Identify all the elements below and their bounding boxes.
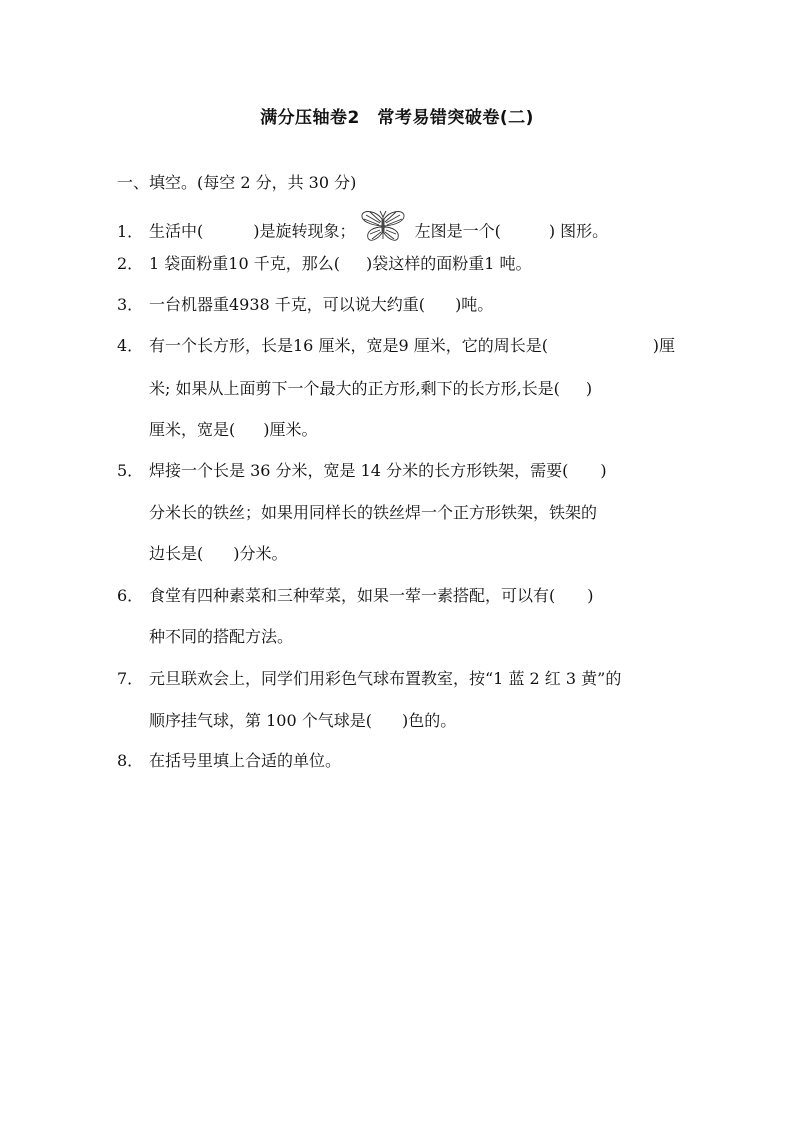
question-text: 一台机器重4938 千克，可以说大约重( [149, 295, 426, 314]
answer-blank[interactable] [585, 336, 615, 356]
question-text: 分米长的铁丝；如果用同样长的铁丝焊一个正方形铁架，铁架的 [149, 503, 598, 522]
question-text: 米; 如果从上面剪下一个最大的正方形,剩下的长方形,长是( [149, 379, 560, 398]
section-heading: 一、填空。(每空 2 分，共 30 分) [117, 173, 357, 192]
question-text: )袋这样的面粉重1 吨。 [365, 254, 532, 273]
question-number: 4． [117, 336, 144, 355]
question-number: 2． [117, 254, 144, 273]
question-5 [117, 461, 607, 481]
question-text: ) 图形。 [548, 221, 609, 241]
question-3 [117, 295, 493, 315]
question-5-line-2 [149, 503, 597, 523]
question-text: 焊接一个长是 36 分米，宽是 14 分米的长方形铁架，需要( [149, 461, 569, 480]
butterfly-icon [360, 209, 406, 245]
question-text: 1 袋面粉重10 千克，那么( [149, 254, 340, 273]
question-text: 边长是( [149, 544, 204, 563]
question-6 [117, 586, 594, 606]
question-text: ) [600, 461, 607, 480]
question-4 [117, 336, 675, 356]
question-1 [117, 219, 608, 245]
question-7 [117, 669, 621, 689]
question-text: )分米。 [233, 544, 288, 563]
question-6-line-2 [149, 627, 293, 647]
question-text: ) [585, 379, 593, 398]
question-7-line-2 [149, 711, 456, 731]
question-number: 3． [117, 295, 144, 314]
question-number: 7． [117, 669, 144, 688]
question-number: 1． [117, 221, 144, 241]
question-4-line-2 [149, 379, 592, 399]
question-number: 8． [117, 751, 144, 770]
question-text: 元旦联欢会上，同学们用彩色气球布置教室，按“1 蓝 2 红 3 黄”的 [149, 669, 622, 688]
question-text: 在括号里填上合适的单位。 [149, 751, 342, 770]
question-4-line-3 [149, 420, 318, 440]
question-text: 厘米，宽是( [149, 420, 236, 439]
question-text: 有一个长方形，长是16 厘米，宽是9 厘米，它的周长是( [149, 336, 548, 355]
question-number: 6． [117, 586, 144, 605]
question-text: )是旋转现象； [253, 221, 356, 241]
question-text: ) [587, 586, 594, 605]
question-text: )厘 [652, 336, 675, 355]
question-text: )吨。 [455, 295, 494, 314]
question-5-line-3 [149, 544, 288, 564]
question-number: 5． [117, 461, 144, 480]
question-2 [117, 254, 531, 274]
question-text: 左图是一个( [409, 221, 501, 241]
question-text: 食堂有四种素菜和三种荤菜，如果一荤一素搭配，可以有( [149, 586, 556, 605]
question-8 [117, 751, 341, 771]
question-text: 种不同的搭配方法。 [149, 627, 294, 646]
question-text: )厘米。 [263, 420, 318, 439]
question-text: 顺序挂气球，第 100 个气球是( [149, 711, 372, 730]
question-text: )色的。 [401, 711, 457, 730]
question-text: 生活中( [149, 221, 204, 241]
page-title: 满分压轴卷2 常考易错突破卷(二) [260, 108, 534, 128]
